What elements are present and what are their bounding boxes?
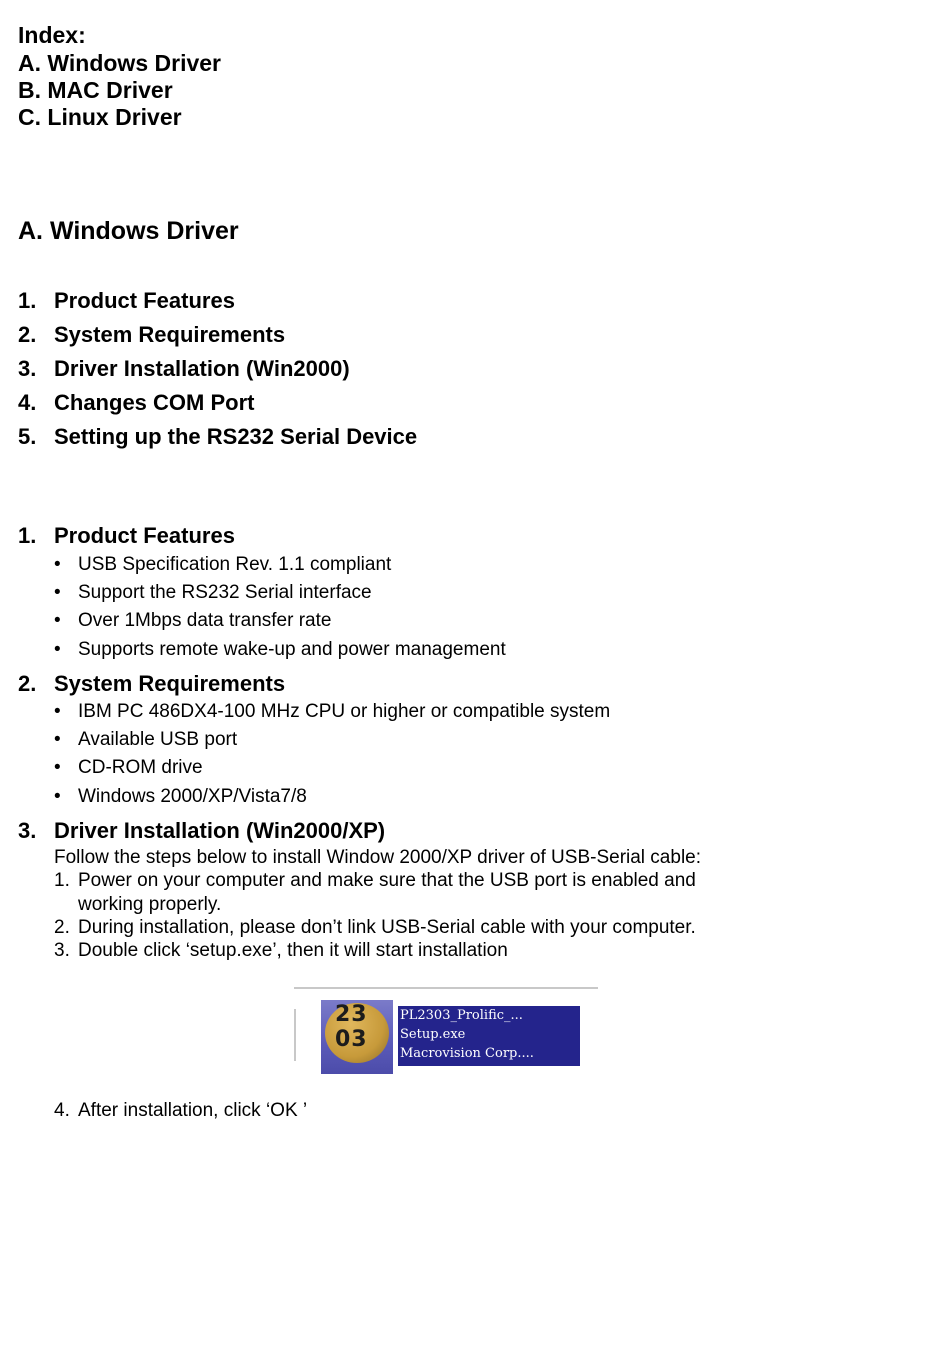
bullet: • [54, 582, 61, 603]
divider [294, 1009, 296, 1061]
bullet: • [54, 729, 61, 750]
toc-item: Product Features [54, 288, 235, 313]
bullet: • [54, 639, 61, 660]
index-item-linux: C. Linux Driver [18, 104, 182, 130]
features-heading: Product Features [54, 523, 235, 548]
file-label-line: Macrovision Corp.... [400, 1046, 534, 1061]
bullet: • [54, 610, 61, 631]
file-label-line: Setup.exe [400, 1027, 466, 1042]
toc-num: 3. [18, 356, 37, 381]
requirement-item: CD-ROM drive [78, 757, 203, 778]
bullet: • [54, 554, 61, 575]
index-item-mac: B. MAC Driver [18, 77, 173, 103]
bullet: • [54, 701, 61, 722]
installation-intro: Follow the steps below to install Window 2000/XP driver of USB-Serial cable: [54, 847, 702, 868]
toc-num: 1. [18, 288, 37, 313]
bullet: • [54, 786, 61, 807]
toc-item: System Requirements [54, 322, 286, 347]
feature-item: USB Specification Rev. 1.1 compliant [78, 554, 392, 575]
toc-item: Setting up the RS232 Serial Device [54, 424, 418, 449]
feature-item: Over 1Mbps data transfer rate [78, 610, 332, 631]
toc-num: 2. [18, 322, 37, 347]
step-num: 2. [54, 917, 70, 938]
features-num: 1. [18, 523, 37, 548]
toc-item: Changes COM Port [54, 390, 255, 415]
icon-number-top: 23 [335, 1002, 368, 1027]
setup-exe-label[interactable] [398, 1006, 580, 1066]
step-text: Double click ‘setup.exe’, then it will start installation [78, 940, 508, 961]
feature-item: Support the RS232 Serial interface [78, 582, 372, 603]
setup-icon-screenshot [294, 985, 598, 1077]
bullet: • [54, 757, 61, 778]
step-text: Power on your computer and make sure that the USB port is enabled and [78, 870, 696, 891]
toc-item: Driver Installation (Win2000) [54, 356, 350, 381]
step-text: During installation, please don’t link USB-Serial cable with your computer. [78, 917, 696, 938]
requirements-num: 2. [18, 671, 37, 696]
step-num: 4. [54, 1100, 70, 1121]
step-num: 1. [54, 870, 70, 891]
requirements-heading: System Requirements [54, 671, 286, 696]
divider [294, 987, 598, 989]
step-text-continued: working properly. [78, 894, 222, 915]
toc-num: 4. [18, 390, 37, 415]
file-label-line: PL2303_Prolific_... [400, 1008, 523, 1023]
requirement-item: Available USB port [78, 729, 238, 750]
feature-item: Supports remote wake-up and power management [78, 639, 506, 660]
step-num: 3. [54, 940, 70, 961]
requirement-item: Windows 2000/XP/Vista7/8 [78, 786, 307, 807]
icon-number-bottom: 03 [335, 1027, 368, 1052]
index-item-windows: A. Windows Driver [18, 50, 221, 76]
section-a-heading: A. Windows Driver [18, 217, 239, 245]
index-title: Index: [18, 22, 86, 48]
step-text: After installation, click ‘OK ’ [78, 1100, 308, 1121]
requirement-item: IBM PC 486DX4-100 MHz CPU or higher or compatible system [78, 701, 611, 722]
setup-exe-icon[interactable] [321, 1000, 393, 1074]
toc-num: 5. [18, 424, 37, 449]
installation-heading: Driver Installation (Win2000/XP) [54, 818, 386, 843]
installation-num: 3. [18, 818, 37, 843]
